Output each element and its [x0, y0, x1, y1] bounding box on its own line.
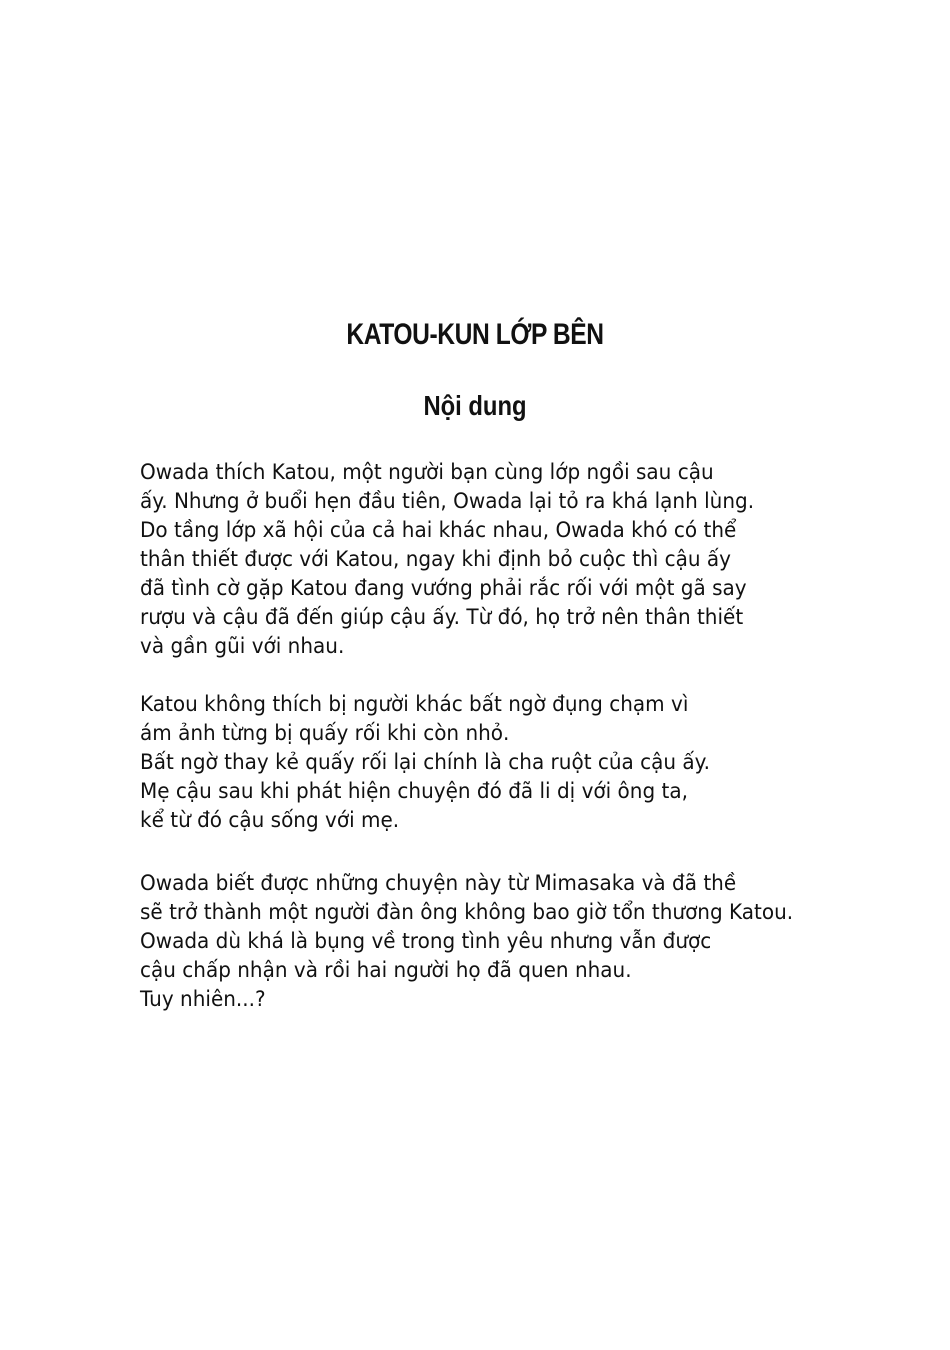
- page-title: KATOU-KUN LỚP BÊN: [346, 318, 604, 351]
- section-heading: Nội dung: [423, 390, 527, 421]
- text-line: sẽ trở thành một người đàn ông không bao giờ tổn thương Katou.: [140, 900, 794, 925]
- text-line: kể từ đó cậu sống với mẹ.: [140, 808, 400, 833]
- text-line: và gần gũi với nhau.: [140, 634, 345, 659]
- text-line: Tuy nhiên...?: [140, 987, 266, 1012]
- synopsis-paragraph-2: [140, 690, 710, 835]
- text-line: Owada dù khá là bụng về trong tình yêu nhưng vẫn được: [140, 929, 712, 954]
- text-line: Katou không thích bị người khác bất ngờ đụng chạm vì: [140, 692, 689, 717]
- synopsis-paragraph-1: [140, 458, 754, 661]
- text-line: ấy. Nhưng ở buổi hẹn đầu tiên, Owada lại tỏ ra khá lạnh lùng.: [140, 489, 755, 514]
- text-line: Bất ngờ thay kẻ quấy rối lại chính là cha ruột của cậu ấy.: [140, 750, 711, 775]
- text-line: ám ảnh từng bị quấy rối khi còn nhỏ.: [140, 721, 510, 746]
- text-line: đã tình cờ gặp Katou đang vướng phải rắc rối với một gã say: [140, 576, 747, 601]
- text-line: Mẹ cậu sau khi phát hiện chuyện đó đã li dị với ông ta,: [140, 779, 688, 804]
- text-line: cậu chấp nhận và rồi hai người họ đã quen nhau.: [140, 958, 632, 983]
- text-line: Do tầng lớp xã hội của cả hai khác nhau, Owada khó có thể: [140, 518, 737, 543]
- text-line: Owada thích Katou, một người bạn cùng lớp ngồi sau cậu: [140, 460, 714, 485]
- text-line: rượu và cậu đã đến giúp cậu ấy. Từ đó, họ trở nên thân thiết: [140, 605, 744, 630]
- synopsis-paragraph-3: [140, 869, 793, 1014]
- text-line: Owada biết được những chuyện này từ Mimasaka và đã thề: [140, 871, 737, 896]
- text-line: thân thiết được với Katou, ngay khi định bỏ cuộc thì cậu ấy: [140, 547, 731, 572]
